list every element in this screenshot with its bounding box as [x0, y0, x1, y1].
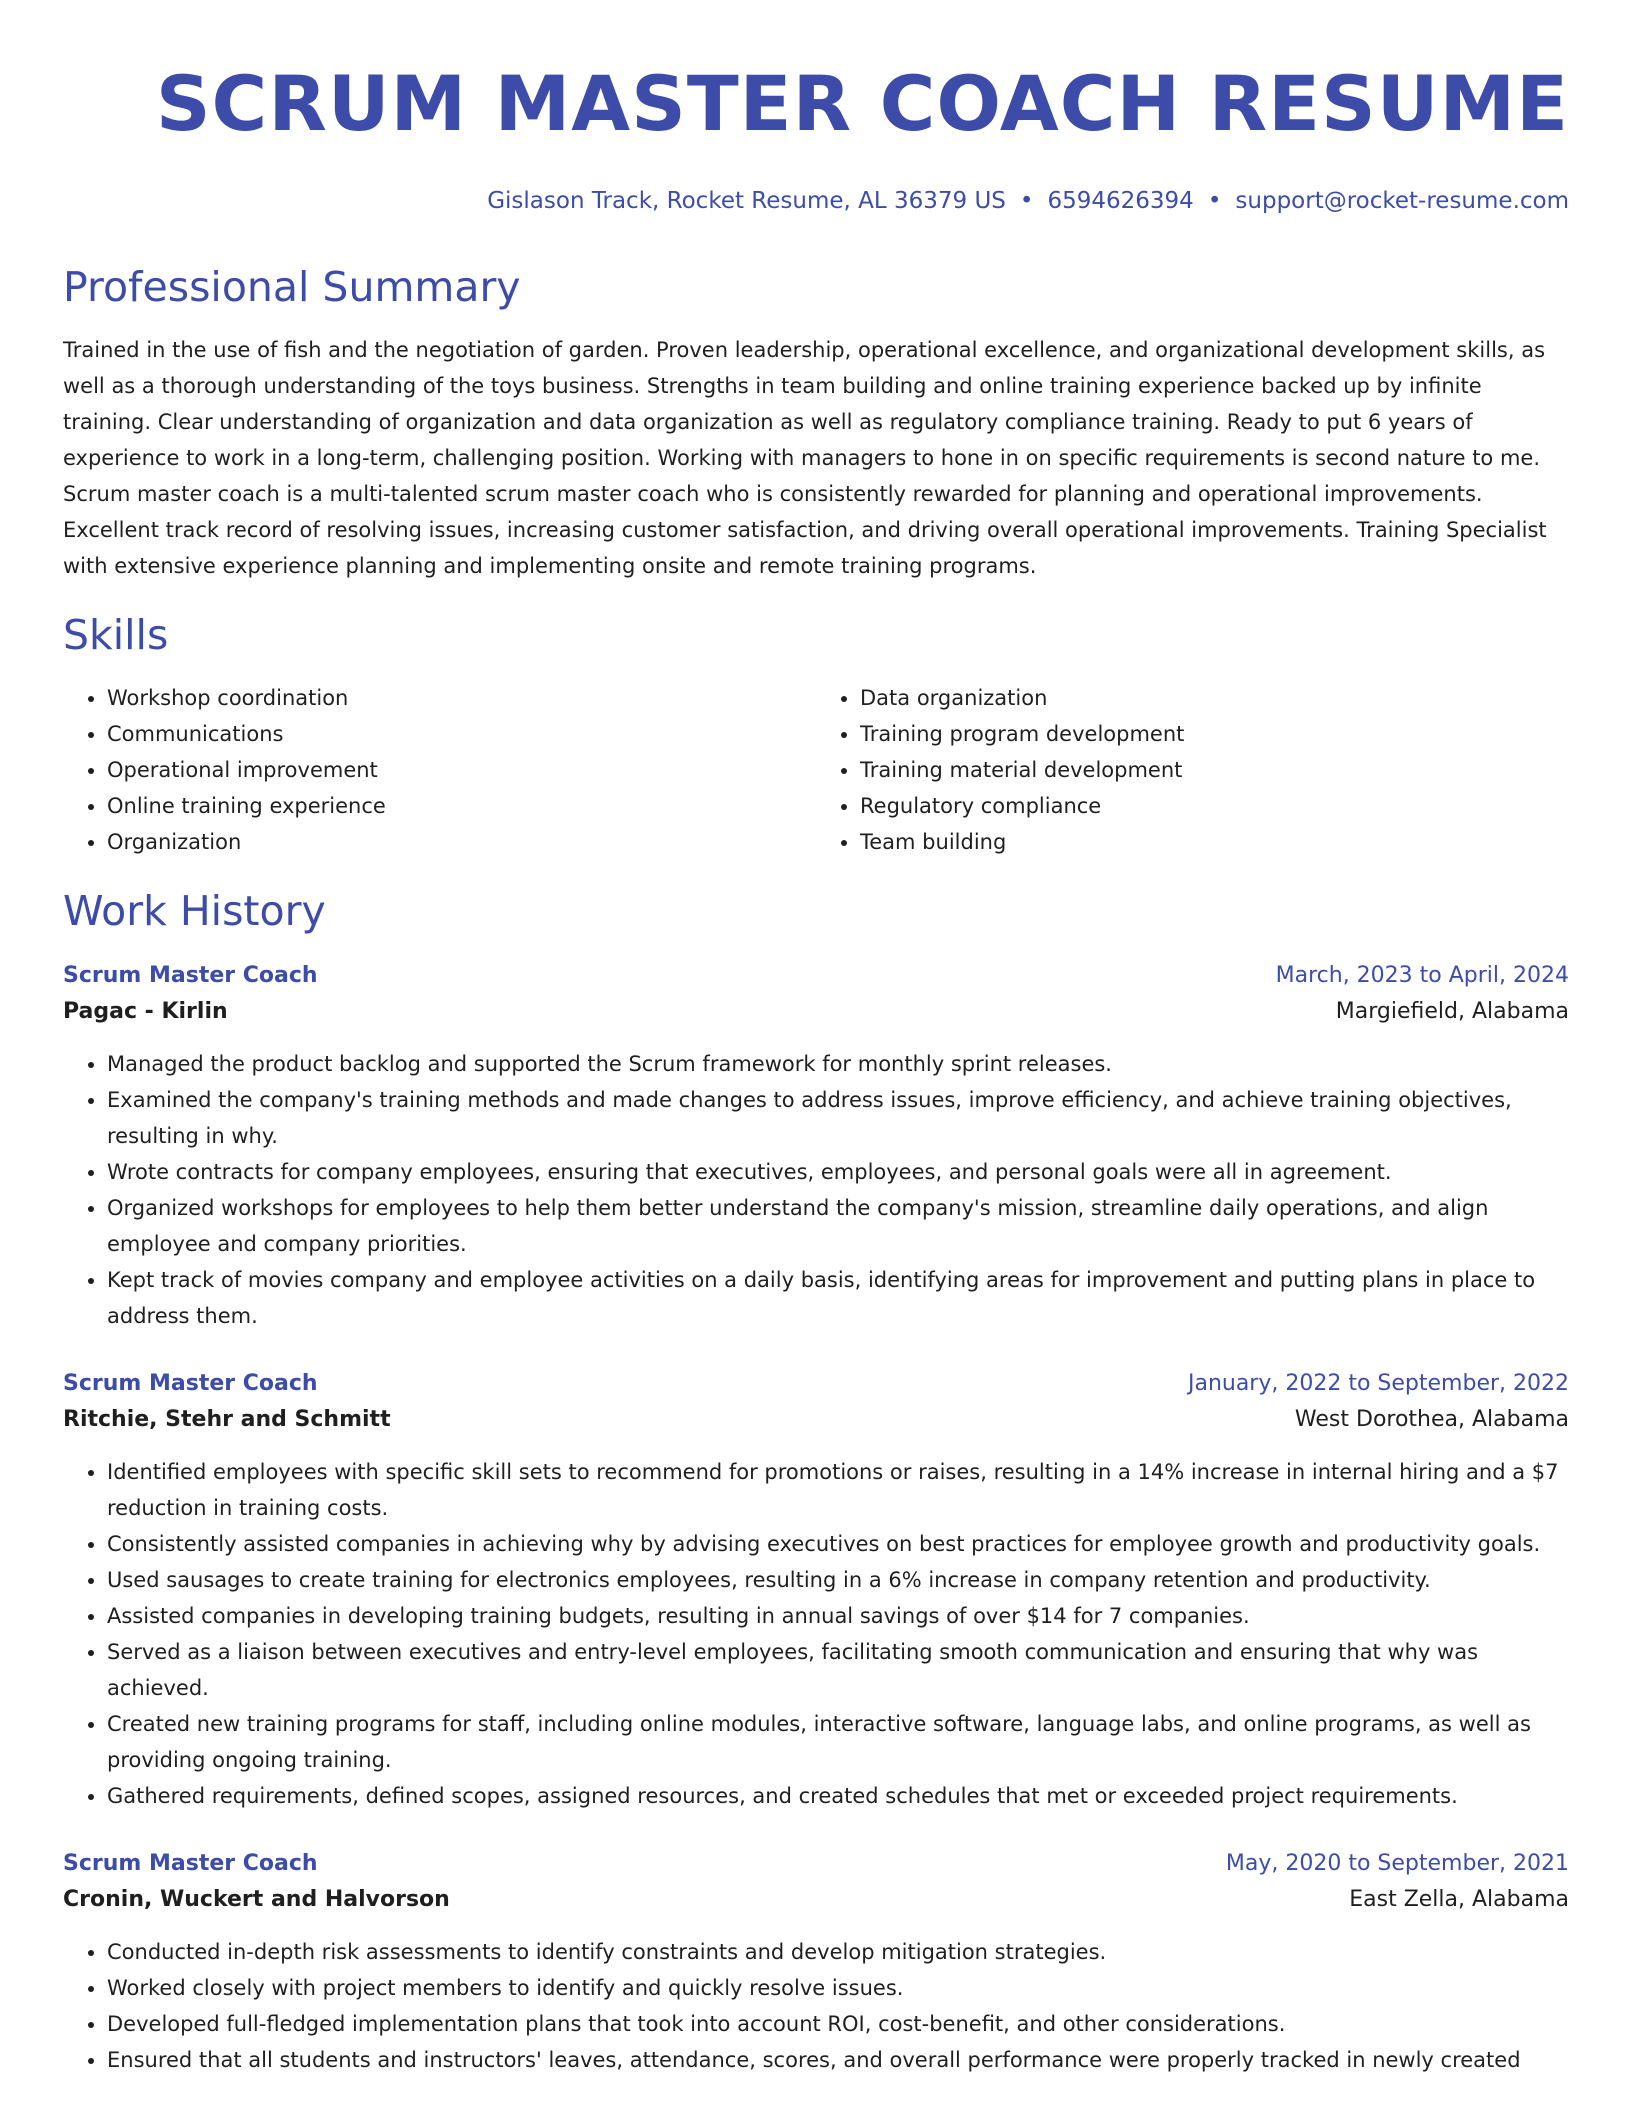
skill-item: • Regulatory compliance: [860, 788, 1569, 824]
skills-column-right: [816, 680, 1569, 860]
skill-item: • Workshop coordination: [107, 680, 816, 716]
job-location: Margiefield, Alabama: [1335, 999, 1569, 1024]
job-bullet: • Ensured that all students and instructors' leaves, attendance, scores, and overall performance were properly tracked in newly created: [107, 2042, 1569, 2078]
contact-email: support@rocket-resume.com: [1235, 188, 1569, 214]
skill-item: • Training material development: [860, 752, 1569, 788]
job-entry: [63, 1366, 1569, 1814]
job-bullet: • Consistently assisted companies in achieving why by advising executives on best practices for employee growth and productivity goals.: [107, 1526, 1569, 1562]
skill-item: • Online training experience: [107, 788, 816, 824]
job-bullet: • Created new training programs for staff, including online modules, interactive software, language labs, and online programs, as well as providing ongoing training.: [107, 1706, 1569, 1778]
job-bullet: • Assisted companies in developing training budgets, resulting in annual savings of over $14 for 7 companies.: [107, 1598, 1569, 1634]
skill-item: • Communications: [107, 716, 816, 752]
job-company: Ritchie, Stehr and Schmitt: [63, 1407, 391, 1432]
job-bullet: • Gathered requirements, defined scopes, assigned resources, and created schedules that met or exceeded project requirements.: [107, 1778, 1569, 1814]
job-bullets: [63, 1046, 1569, 1334]
job-bullets: [63, 1934, 1569, 2078]
skill-item: • Data organization: [860, 680, 1569, 716]
job-title: Scrum Master Coach: [63, 963, 318, 988]
job-dates: March, 2023 to April, 2024: [1275, 963, 1569, 988]
job-bullets: [63, 1454, 1569, 1814]
skill-item: • Operational improvement: [107, 752, 816, 788]
skill-item: • Training program development: [860, 716, 1569, 752]
skills-column-left: [63, 680, 816, 860]
contact-separator: •: [1019, 188, 1034, 214]
job-bullet: • Worked closely with project members to identify and quickly resolve issues.: [107, 1970, 1569, 2006]
job-entry: [63, 1846, 1569, 2078]
job-bullet: • Developed full-fledged implementation plans that took into account ROI, cost-benefit, and other considerations.: [107, 2006, 1569, 2042]
job-bullet: • Wrote contracts for company employees, ensuring that executives, employees, and personal goals were all in agreement.: [107, 1154, 1569, 1190]
job-bullet: • Served as a liaison between executives and entry-level employees, facilitating smooth communication and ensuring that why was achieved.: [107, 1634, 1569, 1706]
skills-heading: Skills: [63, 611, 169, 659]
skill-item: • Organization: [107, 824, 816, 860]
contact-phone: 6594626394: [1047, 188, 1194, 214]
summary-heading: Professional Summary: [63, 263, 521, 311]
job-title: Scrum Master Coach: [63, 1371, 318, 1396]
job-entry: [63, 958, 1569, 1334]
skills-list: [63, 680, 1569, 860]
job-dates: May, 2020 to September, 2021: [1225, 1851, 1569, 1876]
contact-line: [63, 186, 1569, 216]
job-dates: January, 2022 to September, 2022: [1187, 1371, 1569, 1396]
job-bullet: • Conducted in-depth risk assessments to identify constraints and develop mitigation strategies.: [107, 1934, 1569, 1970]
summary-text: Trained in the use of fish and the negotiation of garden. Proven leadership, operational excellence, and organizational development skills, as well as a thorough understanding of the toys business. Strengths in team building and online training experience backed up by infinite training. Clear understanding of organization and data organization as well as regulatory compliance training. Ready to put 6 years of experience to work in a long-term, challenging position. Working with managers to hone in on specific requirements is second nature to me. Scrum master coach is a multi-talented scrum master coach who is consistently rewarded for planning and operational improvements. Excellent track record of resolving issues, increasing customer satisfaction, and driving overall operational improvements. Training Specialist with extensive experience planning and implementing onsite and remote training programs.: [63, 338, 1547, 578]
job-header-row: [63, 958, 1569, 994]
job-bullet: • Kept track of movies company and employee activities on a daily basis, identifying areas for improvement and putting plans in place to address them.: [107, 1262, 1569, 1334]
job-bullet: • Used sausages to create training for electronics employees, resulting in a 6% increase in company retention and productivity.: [107, 1562, 1569, 1598]
contact-address: Gislason Track, Rocket Resume, AL 36379 US: [487, 188, 1006, 214]
job-header-row: [63, 1366, 1569, 1402]
job-company-row: [63, 994, 1569, 1030]
job-company-row: [63, 1402, 1569, 1438]
job-bullet: • Organized workshops for employees to help them better understand the company's mission, streamline daily operations, and align employee and company priorities.: [107, 1190, 1569, 1262]
job-bullet: • Identified employees with specific skill sets to recommend for promotions or raises, resulting in a 14% increase in internal hiring and a $7 reduction in training costs.: [107, 1454, 1569, 1526]
job-location: West Dorothea, Alabama: [1294, 1407, 1569, 1432]
job-company: Cronin, Wuckert and Halvorson: [63, 1887, 450, 1912]
job-bullet: • Managed the product backlog and supported the Scrum framework for monthly sprint releases.: [107, 1046, 1569, 1082]
resume-title: SCRUM MASTER COACH RESUME: [155, 59, 1569, 148]
job-bullet: • Examined the company's training methods and made changes to address issues, improve efficiency, and achieve training objectives, resulting in why.: [107, 1082, 1569, 1154]
job-title: Scrum Master Coach: [63, 1851, 318, 1876]
contact-separator: •: [1207, 188, 1222, 214]
job-company: Pagac - Kirlin: [63, 999, 228, 1024]
skill-item: • Team building: [860, 824, 1569, 860]
work-history-heading: Work History: [63, 887, 326, 935]
job-location: East Zella, Alabama: [1349, 1887, 1569, 1912]
job-company-row: [63, 1882, 1569, 1918]
job-header-row: [63, 1846, 1569, 1882]
